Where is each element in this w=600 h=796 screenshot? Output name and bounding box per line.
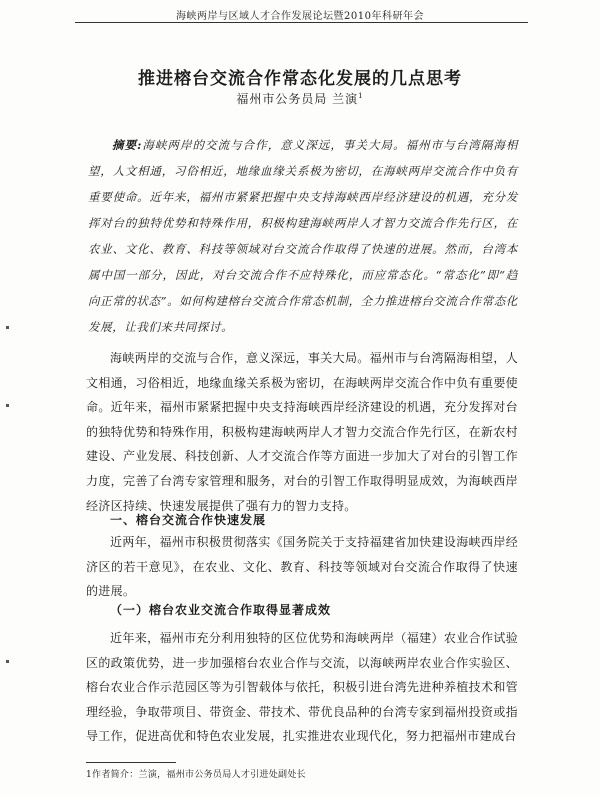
article-title: 推进榕台交流合作常态化发展的几点思考 <box>138 69 462 89</box>
body-paragraph-1: 海峡两岸的交流与合作，意义深远，事关大局。福州市与台湾隔海相望，人文相通，习俗相近，地缘血缘关系极为密切，在海峡两岸交流合作中负有重要使命。近年来，福州市紧紧把握中央支持海峡西岸经济建设的机遇，充分发挥对台的独特优势和特殊作用，积极构建海峡两岸人才智力交流合作先行区，在新农村建设、产业发展、科技创新、人才交流合作等方面进一步加大了对台的引智工作力度，完善了台湾专家管理和服务，对台的引智工作取得明显成效，为海峡西岸经济区持续、快速发展提供了强有力的智力支持。 <box>86 351 518 513</box>
abstract <box>88 132 518 340</box>
subsection-heading-1: （一）榕台农业交流合作取得显著成效 <box>110 603 332 617</box>
footnote: 1作者简介：兰演，福州市公务员局人才引进处副处长 <box>86 770 306 780</box>
section-heading-1: 一、榕台交流合作快速发展 <box>110 513 267 527</box>
abstract-text: 海峡两岸的交流与合作，意义深远，事关大局。福州市与台湾隔海相望，人文相通，习俗相近，地缘血缘关系极为密切，在海峡两岸交流合作中负有重要使命。近年来，福州市紧紧把握中央支持海峡西岸经济建设的机遇，充分发挥对台的独特优势和特殊作用，积极构建海峡两岸人才智力交流合作先行区，在农业、文化、教育、科技等领域对台交流合作取得了快速的进展。然而，台湾本属中国一部分，因此，对台交流合作不应特殊化，而应常态化。“常态化”即“趋向正常的状态”。如何构建榕台交流合作常态机制，全力推进榕台交流合作常态化发展，让我们来共同探讨。 <box>88 138 518 334</box>
body-paragraph-3: 近年来，福州市充分利用独特的区位优势和海峡两岸（福建）农业合作试验区的政策优势，进一步加强榕台农业合作与交流，以海峡两岸农业合作实验区、榕台农业合作示范园区等为引智载体与依托，积极引进台湾先进种养植技术和管理经验，争取带项目、带资金、带技术、带优良品种的台湾专家到福州投资或指导工作，促进高优和特色农业发展，扎实推进农业现代化，努力把福州市建成台 <box>86 631 518 744</box>
margin-mark <box>6 660 9 663</box>
body-paragraph-2: 近两年，福州市积极贯彻落实《国务院关于支持福建省加快建设海峡西岸经济区的若干意见》，在农业、文化、教育、科技等领域对台交流合作取得了快速的进展。 <box>86 535 518 599</box>
header-rule <box>75 22 528 23</box>
margin-mark <box>6 326 9 329</box>
running-header: 海峡两岸与区域人才合作发展论坛暨2010年科研年会 <box>176 11 424 22</box>
author-footnote-mark: 1 <box>358 92 364 100</box>
author-name: 福州市公务员局 兰演 <box>236 92 359 106</box>
abstract-label: 摘要: <box>112 138 142 152</box>
margin-mark <box>6 404 9 407</box>
author-line <box>0 90 600 107</box>
footnote-rule <box>86 762 176 763</box>
